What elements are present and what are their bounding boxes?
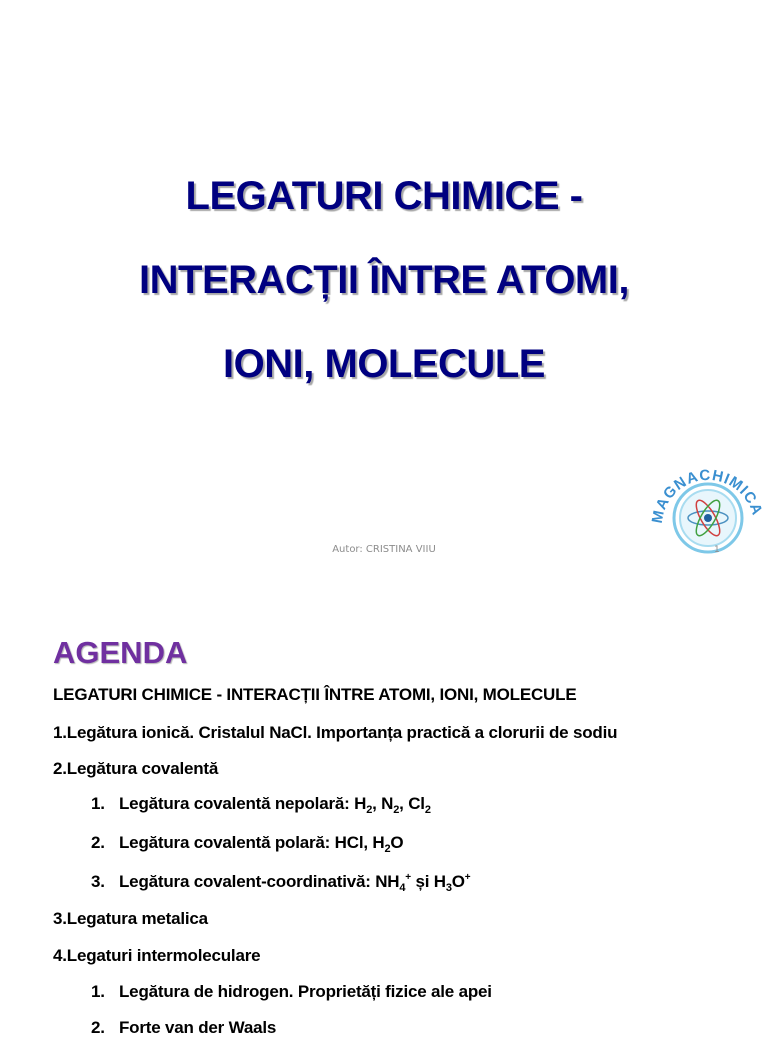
agenda-subitem-nonpolar [91,794,431,816]
subitem-text: , Cl [399,794,425,813]
svg-text:MAGNACHIMICA: MAGNACHIMICA [648,466,766,525]
agenda-item-2: 2.Legătura covalentă [53,759,219,778]
superscript: + [405,872,411,883]
agenda-subitem-vanderwaals [91,1018,276,1038]
subitem-text: O [390,833,404,852]
subscript: 2 [393,804,400,816]
agenda-item-1: 1.Legătura ionică. Cristalul NaCl. Importanța practică a clorurii de sodiu [53,723,618,742]
subitem-text: și H [410,872,446,891]
subscript: 2 [366,804,373,816]
list-number: 2. [91,1018,105,1037]
subscript: 4 [399,882,406,894]
agenda-slide [0,580,768,1037]
author-credit: Autor: CRISTINA VIIU [332,544,436,555]
subitem-text: Legătura covalent-coordinativă: NH [119,872,400,891]
agenda-item-3: 3.Legatura metalica [53,909,208,928]
subitem-text: Legătura covalentă polară: HCl, H [119,833,385,852]
subitem-text: Legătura covalentă nepolară: H [119,794,367,813]
agenda-subitem-polar [91,833,403,855]
agenda-subitem-coordinative [91,872,470,894]
list-number: 1. [91,794,105,813]
slide-title-line-2: INTERACȚII ÎNTRE ATOMI, [139,258,629,302]
agenda-subitem-hydrogen [91,982,492,1002]
subscript: 2 [384,843,391,855]
agenda-subtitle: LEGATURI CHIMICE - INTERACȚII ÎNTRE ATOMI, IONI, MOLECULE [53,685,577,704]
list-number: 3. [91,872,105,891]
slide-title-line-1: LEGATURI CHIMICE - [185,174,583,218]
agenda-title: AGENDA [53,635,188,670]
slide-number: 1 [714,545,720,555]
list-number: 1. [91,982,105,1001]
list-number: 2. [91,833,105,852]
subitem-text: Forte van der Waals [119,1018,277,1037]
subscript: 3 [445,882,452,894]
subitem-text: Legătura de hidrogen. Proprietăți fizice ale apei [119,982,492,1001]
slide-title-line-3: IONI, MOLECULE [223,342,545,386]
subitem-text: O [451,872,465,891]
superscript: + [464,872,471,883]
subitem-text: , N [372,794,394,813]
agenda-item-4: 4.Legaturi intermoleculare [53,946,261,965]
subscript: 2 [424,804,431,816]
